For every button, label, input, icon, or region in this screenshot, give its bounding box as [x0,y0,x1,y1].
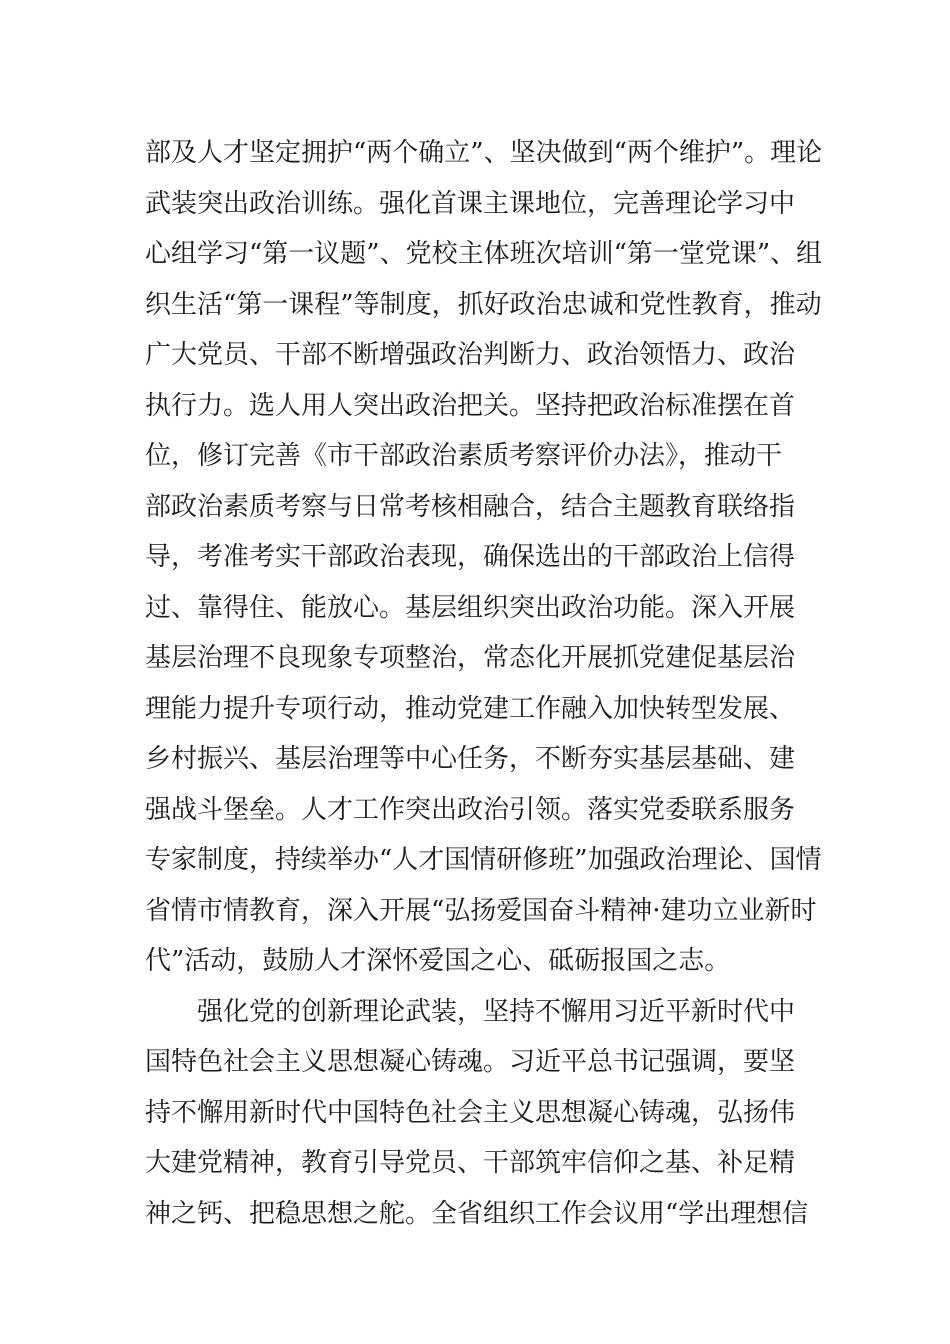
paragraph-1-line: 专家制度，持续举办“人才国情研修班”加强政治理论、国情 [145,845,822,875]
paragraph-1-line: 强战斗堡垒。人才工作突出政治引领。落实党委联系服务 [145,794,796,825]
paragraph-1-line: 广大党员、干部不断增强政治判断力、政治领悟力、政治 [145,340,796,370]
paragraph-2-line: 国特色社会主义思想凝心铸魂。习近平总书记强调，要坚 [145,1047,796,1077]
paragraph-1-line: 乡村振兴、基层治理等中心任务，不断夯实基层基础、建 [145,744,796,774]
paragraph-1-line: 执行力。选人用人突出政治把关。坚持把政治标准摆在首 [145,390,796,421]
paragraph-1-line: 导，考准考实干部政治表现，确保选出的干部政治上信得 [145,542,796,572]
paragraph-1-line: 省情市情教育，深入开展“弘扬爱国奋斗精神·建功立业新时 [145,895,817,926]
paragraph-1-line: 部政治素质考察与日常考核相融合，结合主题教育联络指 [145,491,796,522]
paragraph-1-line: 武装突出政治训练。强化首课主课地位，完善理论学习中 [145,188,796,219]
paragraph-1-line: 心组学习“第一议题”、党校主体班次培训“第一堂党课”、组 [145,239,823,269]
paragraph-2 [145,987,810,1240]
paragraph-1-line: 位，修订完善《市干部政治素质考察评价办法》，推动干 [145,441,783,471]
paragraph-1-line: 织生活“第一课程”等制度，抓好政治忠诚和党性教育，推动 [145,289,822,320]
paragraph-1-line: 代”活动，鼓励人才深怀爱国之心、砥砺报国之志。 [145,946,731,976]
paragraph-2-line: 持不懈用新时代中国特色社会主义思想凝心铸魂，弘扬伟 [145,1097,796,1128]
paragraph-1-line: 基层治理不良现象专项整治，常态化开展抓党建促基层治 [145,643,796,673]
paragraph-1-line: 过、靠得住、能放心。基层组织突出政治功能。深入开展 [145,592,796,623]
paragraph-1-line: 理能力提升专项行动，推动党建工作融入加快转型发展、 [145,693,796,724]
paragraph-2-line: 神之钙、把稳思想之舵。全省组织工作会议用“学出理想信 [145,1198,809,1229]
paragraph-1-line: 部及人才坚定拥护“两个确立”、坚决做到“两个维护”。理论 [145,138,823,168]
paragraph-2-line: 大建党精神，教育引导党员、干部筑牢信仰之基、补足精 [145,1148,796,1178]
document-body [145,128,823,1239]
paragraph-2-first-line: 强化党的创新理论武装，坚持不懈用习近平新时代中 [197,996,796,1027]
paragraph-1 [145,128,823,987]
